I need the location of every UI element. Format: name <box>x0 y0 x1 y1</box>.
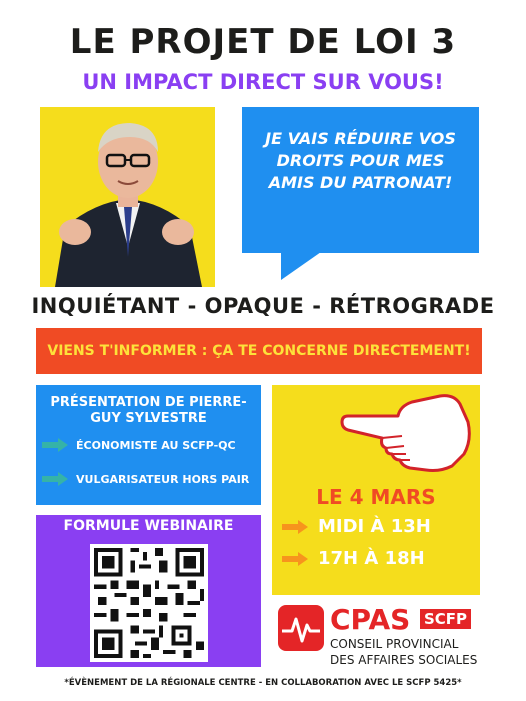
poster-title: LE PROJET DE LOI 3 <box>69 22 457 62</box>
speech-bubble-text: JE VAIS RÉDUIRE VOS DROITS POUR MES AMIS DU PATRONAT! <box>265 129 456 192</box>
logo-line2: DES AFFAIRES SOCIALES <box>330 653 478 667</box>
pointing-hand-icon <box>340 392 472 474</box>
adjectives-line: INQUIÉTANT - OPAQUE - RÉTROGRADE <box>31 294 495 318</box>
bullet-label: ÉCONOMISTE AU SCFP-QC <box>76 438 236 452</box>
time-slot-label: 17H À 18H <box>318 548 425 569</box>
bullet-popularizer <box>42 472 249 486</box>
poster-subtitle: UN IMPACT DIRECT SUR VOUS! <box>82 70 444 94</box>
qr-code[interactable] <box>90 544 208 662</box>
logo-line1: CONSEIL PROVINCIAL <box>330 637 459 651</box>
arrow-right-icon <box>282 520 308 534</box>
speech-bubble-tail <box>281 252 323 282</box>
logo-union: SCFP <box>420 609 471 629</box>
info-banner: VIENS T'INFORMER : ÇA TE CONCERNE DIRECTEMENT! <box>36 328 482 374</box>
heartbeat-logo-icon <box>278 605 324 651</box>
event-date: LE 4 MARS <box>316 485 436 509</box>
cpas-scfp-logo <box>278 603 478 673</box>
arrow-right-icon <box>42 472 68 486</box>
footer-note: *ÉVÈNEMENT DE LA RÉGIONALE CENTRE - EN COLLABORATION AVEC LE SCFP 5425* <box>64 678 462 688</box>
politician-photo <box>40 107 215 287</box>
time-slot-evening <box>282 548 425 569</box>
bullet-economist <box>42 438 236 452</box>
bullet-label: VULGARISATEUR HORS PAIR <box>76 472 250 486</box>
webinar-title: FORMULE WEBINAIRE <box>63 518 234 534</box>
arrow-right-icon <box>42 438 68 452</box>
logo-brand: CPAS <box>330 603 411 636</box>
arrow-right-icon <box>282 552 308 566</box>
presentation-title: PRÉSENTATION DE PIERRE-GUY SYLVESTRE <box>50 395 247 426</box>
time-slot-label: MIDI À 13H <box>318 516 431 537</box>
time-slot-noon <box>282 516 431 537</box>
